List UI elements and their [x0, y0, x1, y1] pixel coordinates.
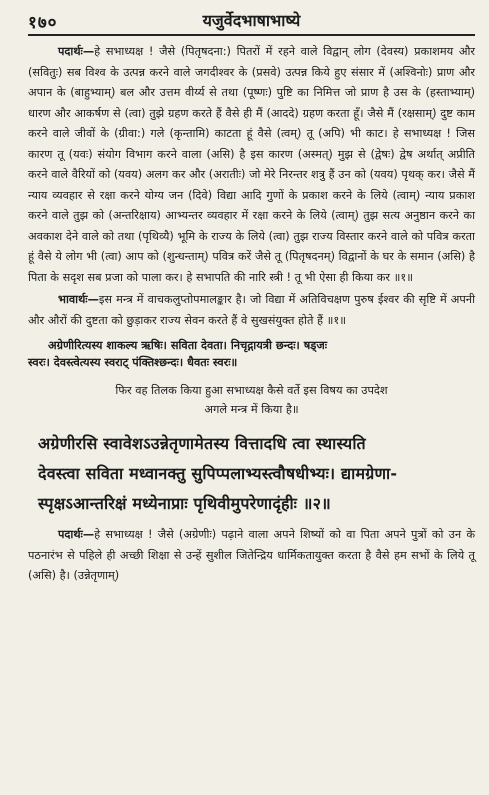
- topic-intro-line-1: फिर वह तिलक किया हुआ सभाध्यक्ष कैसे वर्ते इस विषय का उपदेश: [115, 384, 388, 397]
- rishi-line-1: अग्रेणीरित्यस्य शाकल्य ऋषिः। सविता देवता। निचृद्गायत्री छन्दः। षड्जः: [48, 339, 327, 352]
- padartha-2-text: हे सभाध्यक्ष ! जैसे (अग्रेणीः) पढ़ाने वाला अपने शिष्यों को वा पिता अपने पुत्रों को उन के पठनारंभ से पहिले ही अच्छी शिक्षा से उन्हें सुशील जितेन्द्रिय धार्मिकतायुक्त करता है वैसे हम सभों के लिये तू (असि) है। (उन्नेतृणाम्): [28, 528, 475, 582]
- mantra-line-1: अग्रेणीरसि स्वावेशऽउन्नेतृणामेतस्य वित्तादधि त्वा स्थास्यति: [38, 434, 366, 453]
- rishi-line-2: स्वरः। देवस्त्वेत्यस्य स्वराट् पंक्तिश्छन्दः। धैवतः स्वरः॥: [28, 356, 238, 369]
- padartha-label: पदार्थः—: [58, 45, 95, 58]
- padartha-text: हे सभाध्यक्ष ! जैसे (पितृषदना:) पितरों में रहने वाले विद्वान् लोग (देवस्य) प्रकाशमय और (सवितुः) सब विश्व के उत्पन्न करने वाले जगदीश्वर के (प्रसवे) उत्पन्न किये हुए संसार में (अश्विनोः) प्राण और अपान के (बाहुभ्याम्) बल और उत्तम वीर्य्य से तथा (पूष्णः) पुष्टि का निमित्त जो प्राण है उस के (हस्ताभ्याम्) धारण और आकर्षण से (त्वा) तुझे ग्रहण करते हैं वैसे ही मैं (आददे) ग्रहण करता हूँ। जैसे मैं (रक्षसाम्) दुष्ट काम करने वाले जीवों के (ग्रीवा:) गले (कृन्तामि) काटता हूं वैसे (त्वम्) तू (अपि) भी काट। हे सभाध्यक्ष ! जिस कारण तू (यवः) संयोग विभाग करने वाला (असि) है इस कारण (अस्मत्) मुझ से (द्वेषः) द्वेष अर्थात् अप्रीति करने वाले वैरियों को (यवय) अलग कर और (अरातीः) जो मेरे निरन्तर शत्रु हैं उन को (यवय) पृथक् कर। जैसे मैं न्याय व्यवहार से रक्षा करने योग्य जन (दिवे) विद्या आदि गुणों के प्रकाश करने के लिये (त्वाम्) न्याय प्रकाश करने वाले तुझ को (अन्तरिक्षाय) आभ्यन्तर व्यवहार में रक्षा करने के लिये (त्वाम्) तुझ सत्य अनुष्ठान करने का अवकाश देने वाले को तथा (पृथिव्यै) भूमि के राज्य के लिये (त्वा) तुझ राज्य विस्तार करने वाले को पवित्र करता हूं वैसे ये लोग भी (त्वा) आप को (शुन्धन्ताम्) पवित्र करें जैसे तू (पितृषदनम्) विद्वानों के घर के समान (असि) है पिता के सदृश सब प्रजा को पाला कर। हे सभापति की नारि स्त्री ! तू भी ऐसा ही किया कर ॥१॥: [28, 45, 475, 284]
- page-header: [28, 6, 475, 32]
- mantra-line-2: देवस्त्वा सविता मध्वानक्तु सुपिप्पलाभ्यस्त्वौषधीभ्यः। द्यामग्रेणा-: [38, 464, 398, 483]
- page-number: १७०: [28, 13, 58, 33]
- topic-intro-line-2: अगले मन्त्र में किया है॥: [204, 403, 299, 416]
- bhavartha-label: भावार्थः—: [58, 293, 99, 306]
- topic-intro: [28, 381, 475, 419]
- padartha-paragraph-2: [28, 525, 475, 587]
- mantra-line-3: स्पृक्षऽआन्तरिक्षं मध्येनाप्राः पृथिवीमुपरेणादृंहीः ॥२॥: [38, 494, 331, 513]
- padartha-paragraph-1: [28, 42, 475, 288]
- bhavartha-paragraph: [28, 290, 475, 331]
- mantra-block: [38, 429, 475, 519]
- running-title: यजुर्वेदभाषाभाष्ये: [202, 11, 301, 30]
- padartha-2-label: पदार्थः—: [58, 528, 95, 541]
- rishi-devata-block: [28, 337, 475, 371]
- bhavartha-text: इस मन्त्र में वाचकलुप्तोपमालङ्कार है। जो विद्या में अतिविचक्षण पुरुष ईश्वर की सृष्टि में अपनी और औरों की दुष्टता को छुड़ाकर राज्य सेवन करते हैं वे सुखसंयुक्त होते हैं ॥१॥: [28, 293, 475, 327]
- header-rule: [28, 34, 475, 36]
